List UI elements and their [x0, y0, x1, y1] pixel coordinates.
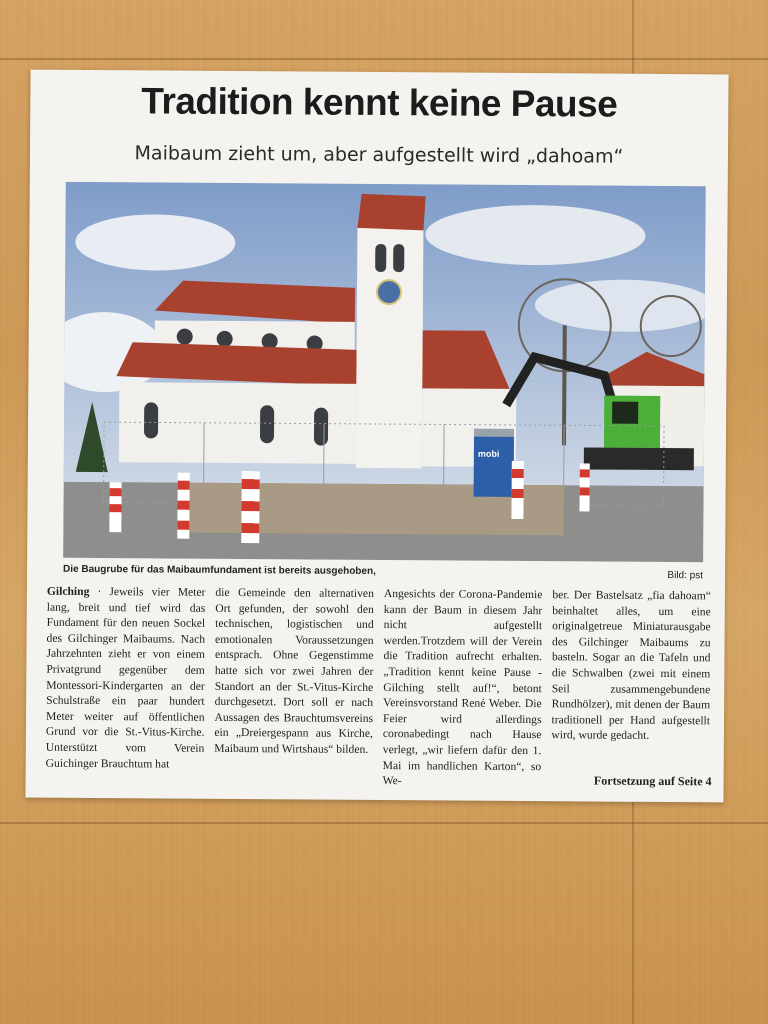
- article-column: [46, 584, 206, 788]
- article-photo: [63, 182, 706, 562]
- column-text: ber. Der Bastelsatz „fia dahoam“ beinhaltet alles, um eine originalgetreue Miniaturausgabe des Gilchinger Maibaums zu basteln. Sogar an die Tafeln und die Schwalben (zwei mit einem Seil zusammengebundene Rundhölzer), mit denen der Baum traditionell per Hand aufgestellt wird, wurde gedacht.: [551, 588, 711, 743]
- continuation-note: Fortsetzung auf Seite 4: [593, 773, 712, 789]
- barrier-post: [109, 482, 121, 532]
- tower-window: [393, 244, 404, 272]
- portable-toilet: [474, 435, 514, 497]
- headline: Tradition kennt keine Pause: [141, 80, 618, 125]
- arched-window: [144, 402, 158, 438]
- newspaper-clipping: [25, 70, 728, 803]
- table-plank-seam: [0, 822, 768, 824]
- round-window: [177, 329, 193, 345]
- barrier-post: [177, 473, 189, 539]
- church-tower: [356, 228, 424, 468]
- article-body: [46, 584, 711, 791]
- column-text: · Jeweils vier Meter lang, breit und tief wird das Fundament für den neuen Sockel des Gilchinger Maibaums. Nach Jahrzehnten zieht er von einem Privatgrund gegenüber dem Montessori-Kindergarten an der Schulstraße ein paar hundert Meter weiter auf öffentlichen Grund vor die St.-Vitus-Kirche. Unterstützt vom Verein Guichinger Brauchtum hat: [45, 584, 206, 771]
- round-window: [217, 331, 233, 347]
- article-column: [383, 586, 543, 790]
- photo-credit: Bild: pst: [667, 570, 704, 582]
- tower-roof: [357, 194, 425, 230]
- caption-text: Die Baugrube für das Maibaumfundament ist bereits ausgehoben,: [63, 563, 376, 577]
- photo-caption: [63, 563, 704, 582]
- tower-window: [375, 244, 386, 272]
- paragraph: [46, 584, 206, 772]
- column-text: die Gemeinde den alternativen Ort gefunden, der sowohl den technischen, logistischen und emotionalen Voraussetzungen entsprach. Ohne Gegenstimme hatte sich vor zwei Jahren der Standort an der St.-Vitus-Kirche durchgesetzt. Dort soll er nach Aussagen des Brauchtumsvereins ein „Dreiergespann aus Kirche, Maibaum und Wirtshaus“ bilden.: [214, 585, 374, 756]
- subheadline: Maibaum zieht um, aber aufgestellt wird „dahoam“: [134, 142, 624, 168]
- article-column: [551, 587, 711, 791]
- barrier-post: [579, 463, 589, 511]
- toilet-label: mobi: [477, 448, 500, 459]
- arched-window: [314, 408, 328, 446]
- tower-clock: [377, 280, 401, 304]
- excavator-tracks: [584, 447, 694, 470]
- barrier-post: [511, 461, 523, 519]
- table-plank-seam: [0, 58, 768, 60]
- column-text: Angesichts der Corona-Pandemie kann der Baum in diesem Jahr nicht aufgestellt werden.Trotzdem will der Verein die Tradition aufrecht erhalten. „Tradition kennt keine Pause - Gilching stellt auf!“, betont Vereinsvorstand René Weber. Die Feier wird allerdings coronabedingt nach Hause verlegt, „wir liefern dafür den 1. Mai im handlichen Karton“, so We-: [382, 587, 543, 788]
- barrier-post: [241, 471, 260, 543]
- arched-window: [260, 405, 274, 443]
- article-column: [214, 585, 374, 789]
- lead-word: Gilching: [46, 584, 90, 598]
